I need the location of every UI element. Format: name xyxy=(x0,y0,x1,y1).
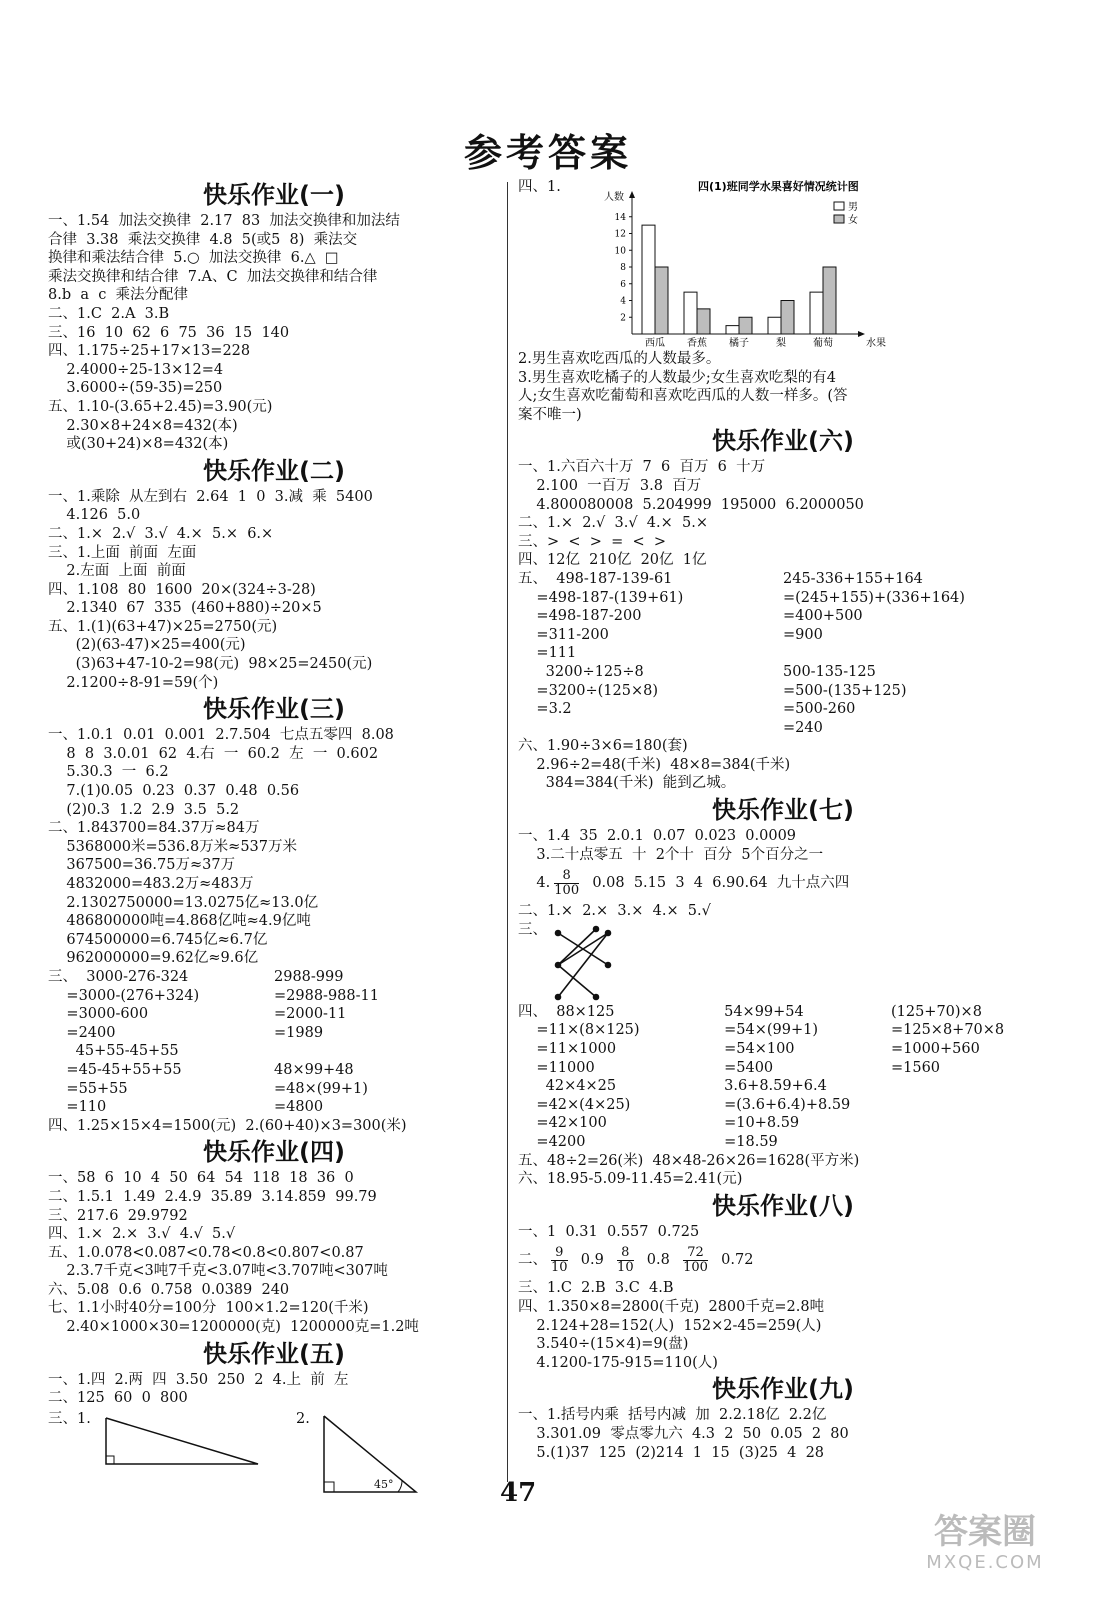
text-line: 2.40×1000×30=1200000(克) 1200000克=1.2吨 xyxy=(48,1319,419,1336)
text-line: 合律 3.38 乘法交换律 4.8 5(或5 8) 乘法交 xyxy=(48,231,358,248)
bar-男 xyxy=(684,292,697,334)
text-line: 换律和乘法结合律 5.○ 加法交换律 6.△ □ xyxy=(48,250,339,267)
text-line: 三、16 10 62 6 75 36 15 140 xyxy=(48,324,290,341)
section-heading-3: 快乐作业(三) xyxy=(203,695,345,724)
text-line: 三、1.C 2.B 3.C 4.B xyxy=(518,1280,674,1297)
text-line: =45-45+55+55 xyxy=(48,1061,182,1078)
x-tick-label: 梨 xyxy=(776,338,786,349)
text-line: 42×4×25 xyxy=(518,1078,617,1095)
text-line: =10+8.59 xyxy=(724,1115,800,1132)
bar-男 xyxy=(726,326,739,334)
text-line: 4.800080008 5.204999 195000 6.2000050 xyxy=(518,496,864,513)
text-line: 五、 498-187-139-61 xyxy=(518,570,673,587)
text-line xyxy=(891,1114,1048,1133)
text-line: 367500=36.75万≈37万 xyxy=(48,857,236,874)
section-3-calc-right xyxy=(274,968,500,1117)
triangle-1-label: 三、1. xyxy=(48,1410,91,1427)
section-heading-6: 快乐作业(六) xyxy=(712,427,854,456)
section-7-calculations xyxy=(518,1003,1048,1152)
right-column xyxy=(518,178,1048,1462)
text-line: =18.59 xyxy=(724,1134,778,1150)
section-3-lines xyxy=(48,726,500,968)
section-heading-2: 快乐作业(二) xyxy=(203,456,345,485)
fraction-1 xyxy=(551,1246,568,1275)
matching-figure xyxy=(518,921,1048,1003)
text-line: 四、1.175÷25+17×13=228 xyxy=(48,343,251,360)
section-heading-1: 快乐作业(一) xyxy=(203,181,345,209)
text-line: 7.(1)0.05 0.23 0.37 0.48 0.56 xyxy=(48,783,300,800)
text-line: 案不唯一) xyxy=(518,406,582,423)
text-line: 500-135-125 xyxy=(783,663,876,680)
chart-title: 四(1)班同学水果喜好情况统计图 xyxy=(698,180,859,193)
section-7-after xyxy=(518,1152,1048,1189)
y-tick-label: 2 xyxy=(620,313,626,324)
section-3-calculations xyxy=(48,968,500,1117)
text-line: 三、1.上面 前面 左面 xyxy=(48,544,197,561)
y-tick-label: 10 xyxy=(614,246,626,257)
section-heading-5: 快乐作业(五) xyxy=(203,1339,345,1368)
text-line: =900 xyxy=(783,626,823,643)
text-line: 一、1.六百六十万 7 6 百万 6 十万 xyxy=(518,459,766,476)
section-7-line-b: 二、1.× 2.× 3.× 4.× 5.√ xyxy=(518,903,711,920)
text-line: 七、1.1小时40分=100分 100×1.2=120(千米) xyxy=(48,1300,369,1317)
text-line: =42×(4×25) xyxy=(518,1096,631,1113)
text-line: 乘法交换律和结合律 7.A、C 加法交换律和结合律 xyxy=(48,268,378,285)
section-9-lines xyxy=(518,1406,1048,1462)
text-line: 三、217.6 29.9792 xyxy=(48,1207,188,1224)
text-line xyxy=(891,1133,1048,1152)
fraction-denominator: 10 xyxy=(617,1259,634,1275)
text-line: =498-187-(139+61) xyxy=(518,589,684,606)
text-line: 三、> < > = < > xyxy=(518,533,666,550)
text-line: 4.126 5.0 xyxy=(48,507,141,524)
fraction-line-rest: 0.08 5.15 3 4 6.90.64 九十点六四 xyxy=(583,875,850,892)
text-line: =48×(99+1) xyxy=(274,1080,368,1097)
y-axis-label: 人数 xyxy=(604,192,624,203)
triangle-2-label: 2. xyxy=(296,1410,310,1427)
text-line: 2.左面 上面 前面 xyxy=(48,563,186,580)
text-line: =240 xyxy=(783,719,823,736)
text-line: 384=384(千米) 能到乙城。 xyxy=(518,775,736,792)
text-line: 2.124+28=152(人) 152×2-45=259(人) xyxy=(518,1317,822,1334)
section-8-lines xyxy=(518,1279,1048,1372)
text-line xyxy=(783,644,1048,663)
text-line: 四、1.350×8=2800(千克) 2800千克=2.8吨 xyxy=(518,1298,825,1315)
triangle-1-figure xyxy=(98,1416,268,1476)
text-line: =500-260 xyxy=(783,701,856,718)
text-line: 245-336+155+164 xyxy=(783,570,923,587)
section-heading-9: 快乐作业(九) xyxy=(712,1375,854,1404)
text-line: 3200÷125÷8 xyxy=(518,663,644,680)
text-line: =500-(135+125) xyxy=(783,682,907,699)
text-line: 四、12亿 210亿 20亿 1亿 xyxy=(518,552,707,569)
chart-answer-lines xyxy=(518,350,1048,424)
text-line: =111 xyxy=(518,645,577,662)
section-2-lines xyxy=(48,488,500,693)
text-line: =5400 xyxy=(724,1059,774,1076)
text-line: (3)63+47-10-2=98(元) 98×25=2450(元) xyxy=(48,656,373,673)
text-line: 3.6000÷(59-35)=250 xyxy=(48,380,223,397)
text-line: 2.96÷2=48(千米) 48×8=384(千米) xyxy=(518,756,791,773)
text-line: 2.1200÷8-91=59(个) xyxy=(48,674,219,691)
matching-lines-figure xyxy=(548,921,668,1003)
x-axis-arrow xyxy=(858,331,865,337)
y-tick-label: 12 xyxy=(614,229,626,240)
section-6-after xyxy=(518,737,1048,793)
text-line: =110 xyxy=(48,1099,107,1116)
fraction-denominator: 100 xyxy=(683,1259,708,1275)
fraction-line-prefix: 4. xyxy=(518,875,551,892)
section-heading-7: 快乐作业(七) xyxy=(712,796,854,825)
text-line: 3.男生喜欢吃橘子的人数最少;女生喜欢吃梨的有4 xyxy=(518,369,836,386)
text-line: 3.6+8.59+6.4 xyxy=(724,1078,827,1095)
text-line: 54×99+54 xyxy=(724,1003,804,1020)
text-line: 二、1.C 2.A 3.B xyxy=(48,305,170,322)
text-line: 六、5.08 0.6 0.758 0.0389 240 xyxy=(48,1281,290,1298)
text-line: =(3.6+6.4)+8.59 xyxy=(724,1096,851,1113)
y-tick-label: 8 xyxy=(620,263,626,273)
bar-chart xyxy=(598,178,938,350)
text-line: =2400 xyxy=(48,1024,116,1041)
bar-男 xyxy=(642,225,655,334)
text-line: =498-187-200 xyxy=(518,608,642,625)
text-line: 5368000米=536.8万米≈537万米 xyxy=(48,838,297,855)
text-line: =2988-988-11 xyxy=(274,987,379,1004)
page-number: 47 xyxy=(500,1478,537,1508)
text-line xyxy=(274,1042,500,1061)
section-6-lines xyxy=(518,458,1048,570)
section-7-calc-c xyxy=(891,1003,1048,1152)
chart-block xyxy=(518,178,1048,350)
text-line: 五、48÷2=26(米) 48×48-26×26=1628(平方米) xyxy=(518,1152,860,1169)
fraction-value-2: 0.8 xyxy=(637,1252,680,1269)
text-line: (2)(63-47)×25=400(元) xyxy=(48,637,246,654)
text-line: 一、1.0.1 0.01 0.001 2.7.504 七点五零四 8.08 xyxy=(48,727,394,744)
fraction-numerator: 9 xyxy=(555,1244,564,1260)
x-tick-label: 橘子 xyxy=(729,338,749,349)
text-line: 4.1200-175-915=110(人) xyxy=(518,1354,718,1371)
legend-label-男: 男 xyxy=(848,202,858,213)
legend-swatch-男 xyxy=(834,202,844,210)
x-tick-label: 香蕉 xyxy=(687,338,707,349)
text-line: 8 8 3.0.01 62 4.右 一 60.2 左 一 0.602 xyxy=(48,745,379,762)
text-line: 人;女生喜欢吃葡萄和喜欢吃西瓜的人数一样多。(答 xyxy=(518,388,848,405)
section-3-calc-left xyxy=(48,968,274,1117)
text-line xyxy=(891,1096,1048,1115)
section-heading-4: 快乐作业(四) xyxy=(203,1138,345,1167)
text-line: 五、1.10-(3.65+2.45)=3.90(元) xyxy=(48,398,273,415)
text-line: 三、 3000-276-324 xyxy=(48,968,189,985)
text-line: 五、1.(1)(63+47)×25=2750(元) xyxy=(48,618,278,635)
text-line: =4200 xyxy=(518,1134,586,1150)
fraction-value-3: 0.72 xyxy=(711,1252,754,1269)
text-line: 一、1.4 35 2.0.1 0.07 0.023 0.0009 xyxy=(518,828,797,845)
section-1-lines xyxy=(48,212,500,454)
text-line: =400+500 xyxy=(783,608,863,625)
text-line: 8.b a c 乘法分配律 xyxy=(48,287,189,304)
section-5-lines xyxy=(48,1371,500,1408)
text-line: 2.1340 67 335 (460+880)÷20×5 xyxy=(48,600,322,617)
fraction xyxy=(554,869,579,898)
text-line: 四、 88×125 xyxy=(518,1003,615,1020)
text-line: =1560 xyxy=(890,1059,941,1076)
section-6-calc-left xyxy=(518,570,783,737)
text-line: =11×(8×125) xyxy=(518,1022,640,1039)
text-line: 45+55-45+55 xyxy=(48,1043,179,1060)
y-tick-label: 4 xyxy=(620,296,626,307)
text-line: =3200÷(125×8) xyxy=(518,682,659,699)
text-line: 3.二十点零五 十 2个十 百分 5个百分之一 xyxy=(518,846,824,863)
text-line: 2.3.7千克<3吨7千克<3.07吨<3.707吨<307吨 xyxy=(48,1263,388,1280)
page-title: 参考答案 xyxy=(463,131,632,175)
text-line: 二、1.843700=84.37万≈84万 xyxy=(48,820,260,837)
fraction-value-1: 0.9 xyxy=(571,1252,614,1269)
fraction-numerator: 8 xyxy=(562,867,571,883)
text-line: 486800000吨=4.868亿吨≈4.9亿吨 xyxy=(48,913,311,930)
angle-label: 45° xyxy=(374,1477,394,1491)
legend-label-女: 女 xyxy=(848,215,858,226)
section-3-last-line: 四、1.25×15×4=1500(元) 2.(60+40)×3=300(米) xyxy=(48,1117,407,1134)
bar-女 xyxy=(697,309,710,334)
x-axis-label: 水果 xyxy=(866,338,886,349)
section-7-fraction-line xyxy=(518,864,1048,902)
section-6-calc-right xyxy=(783,570,1048,737)
text-line: =54×100 xyxy=(724,1041,795,1058)
text-line: =4800 xyxy=(274,1099,324,1116)
text-line: 4832000=483.2万≈483万 xyxy=(48,876,254,892)
column-divider xyxy=(507,182,508,1482)
bar-男 xyxy=(768,317,781,334)
fraction-numerator: 8 xyxy=(621,1244,630,1260)
fraction-denominator: 100 xyxy=(554,882,580,898)
text-line: =2000-11 xyxy=(274,1006,347,1023)
text-line: 2.4000÷25-13×12=4 xyxy=(48,361,224,378)
section-7-calc-a xyxy=(518,1003,724,1152)
text-line: 2.100 一百万 3.8 百万 xyxy=(518,477,702,494)
bar-女 xyxy=(739,317,752,334)
section-7-calc-b xyxy=(724,1003,891,1152)
text-line: 二、1.5.1 1.49 2.4.9 35.89 3.14.859 99.79 xyxy=(48,1188,377,1205)
text-line: =11000 xyxy=(518,1059,595,1076)
text-line: =54×(99+1) xyxy=(724,1022,818,1039)
text-line: 二、1.× 2.√ 3.√ 4.× 5.× xyxy=(518,515,708,532)
text-line: 48×99+48 xyxy=(274,1061,354,1078)
text-line: =1000+560 xyxy=(890,1041,980,1058)
y-axis-arrow xyxy=(629,191,635,198)
watermark-logo xyxy=(900,1512,1070,1582)
text-line: 2.男生喜欢吃西瓜的人数最多。 xyxy=(518,351,721,367)
triangle-2-figure xyxy=(316,1412,426,1500)
text-line: 2.1302750000=13.0275亿≈13.0亿 xyxy=(48,894,319,911)
text-line: =1989 xyxy=(274,1024,324,1041)
chart-question-label: 四、1. xyxy=(518,179,561,195)
watermark-top: 答案圈 xyxy=(934,1512,1036,1552)
text-line: (2)0.3 1.2 2.9 3.5 5.2 xyxy=(48,801,240,818)
text-line xyxy=(891,1077,1048,1096)
watermark-bottom: MXQE.COM xyxy=(926,1552,1044,1573)
text-line: 二、125 60 0 800 xyxy=(48,1390,188,1407)
x-tick-label: 葡萄 xyxy=(813,338,833,349)
y-tick-label: 6 xyxy=(620,279,626,290)
text-line: =125×8+70×8 xyxy=(890,1022,1005,1039)
fraction-line-prefix: 二、 xyxy=(518,1252,547,1269)
text-line: 3.540÷(15×4)=9(盘) xyxy=(518,1336,689,1353)
text-line: 六、18.95-5.09-11.45=2.41(元) xyxy=(518,1171,743,1188)
section-8-line-1: 一、1 0.31 0.557 0.725 xyxy=(518,1223,700,1240)
text-line: 或(30+24)×8=432(本) xyxy=(48,436,229,453)
legend-swatch-女 xyxy=(834,215,844,223)
text-line: 五、1.0.078<0.087<0.78<0.8<0.807<0.87 xyxy=(48,1244,364,1261)
section-6-calculations xyxy=(518,570,1048,737)
text-line: 674500000=6.745亿≈6.7亿 xyxy=(48,931,268,948)
text-line: =3000-600 xyxy=(48,1006,149,1023)
text-line: =311-200 xyxy=(518,626,609,643)
bar-女 xyxy=(823,267,836,334)
section-7-lines xyxy=(518,827,1048,864)
text-line: 二、1.× 2.√ 3.√ 4.× 5.× 6.× xyxy=(48,525,274,542)
text-line: 六、1.90÷3×6=180(套) xyxy=(518,738,688,755)
text-line: =3000-(276+324) xyxy=(48,987,200,1004)
text-line: 2.30×8+24×8=432(本) xyxy=(48,417,238,434)
text-line: 3.301.09 零点零九六 4.3 2 50 0.05 2 80 xyxy=(518,1425,849,1442)
fraction-denominator: 10 xyxy=(551,1259,568,1275)
left-column xyxy=(48,178,500,1498)
text-line: =42×100 xyxy=(518,1115,607,1132)
text-line: (125+70)×8 xyxy=(890,1003,982,1020)
matching-label: 三、 xyxy=(518,921,547,938)
text-line: =(245+155)+(336+164) xyxy=(783,589,965,606)
section-8-fraction-line xyxy=(518,1241,1048,1279)
text-line: 一、1.四 2.两 四 3.50 250 2 4.上 前 左 xyxy=(48,1371,349,1388)
bar-男 xyxy=(810,292,823,334)
text-line: 四、1.108 80 1600 20×(324÷3-28) xyxy=(48,581,316,598)
text-line: 962000000=9.62亿≈9.6亿 xyxy=(48,950,259,967)
section-heading-8: 快乐作业(八) xyxy=(712,1191,854,1220)
text-line: =55+55 xyxy=(48,1080,128,1097)
text-line: 一、1.54 加法交换律 2.17 83 加法交换律和加法结 xyxy=(48,213,400,229)
text-line: 一、1.括号内乘 括号内减 加 2.2.18亿 2.2亿 xyxy=(518,1407,827,1424)
fraction-3 xyxy=(683,1246,708,1275)
text-line: =11×1000 xyxy=(518,1041,617,1058)
y-tick-label: 14 xyxy=(614,212,626,223)
text-line: 5.30.3 一 6.2 xyxy=(48,764,169,781)
fraction-2 xyxy=(617,1246,634,1275)
text-line: 一、58 6 10 4 50 64 54 118 18 36 0 xyxy=(48,1170,354,1187)
section-4-lines xyxy=(48,1169,500,1336)
text-line: 四、1.× 2.× 3.√ 4.√ 5.√ xyxy=(48,1226,236,1243)
text-line: 一、1.乘除 从左到右 2.64 1 0 3.减 乘 5400 xyxy=(48,488,373,505)
text-line: =3.2 xyxy=(518,701,572,718)
fraction-numerator: 72 xyxy=(687,1244,704,1260)
text-line: 5.(1)37 125 (2)214 1 15 (3)25 4 28 xyxy=(518,1444,825,1461)
triangle-figures xyxy=(48,1408,500,1498)
text-line: 2988-999 xyxy=(274,968,344,985)
bar-女 xyxy=(655,267,668,334)
x-tick-label: 西瓜 xyxy=(645,338,665,349)
bar-女 xyxy=(781,301,794,335)
